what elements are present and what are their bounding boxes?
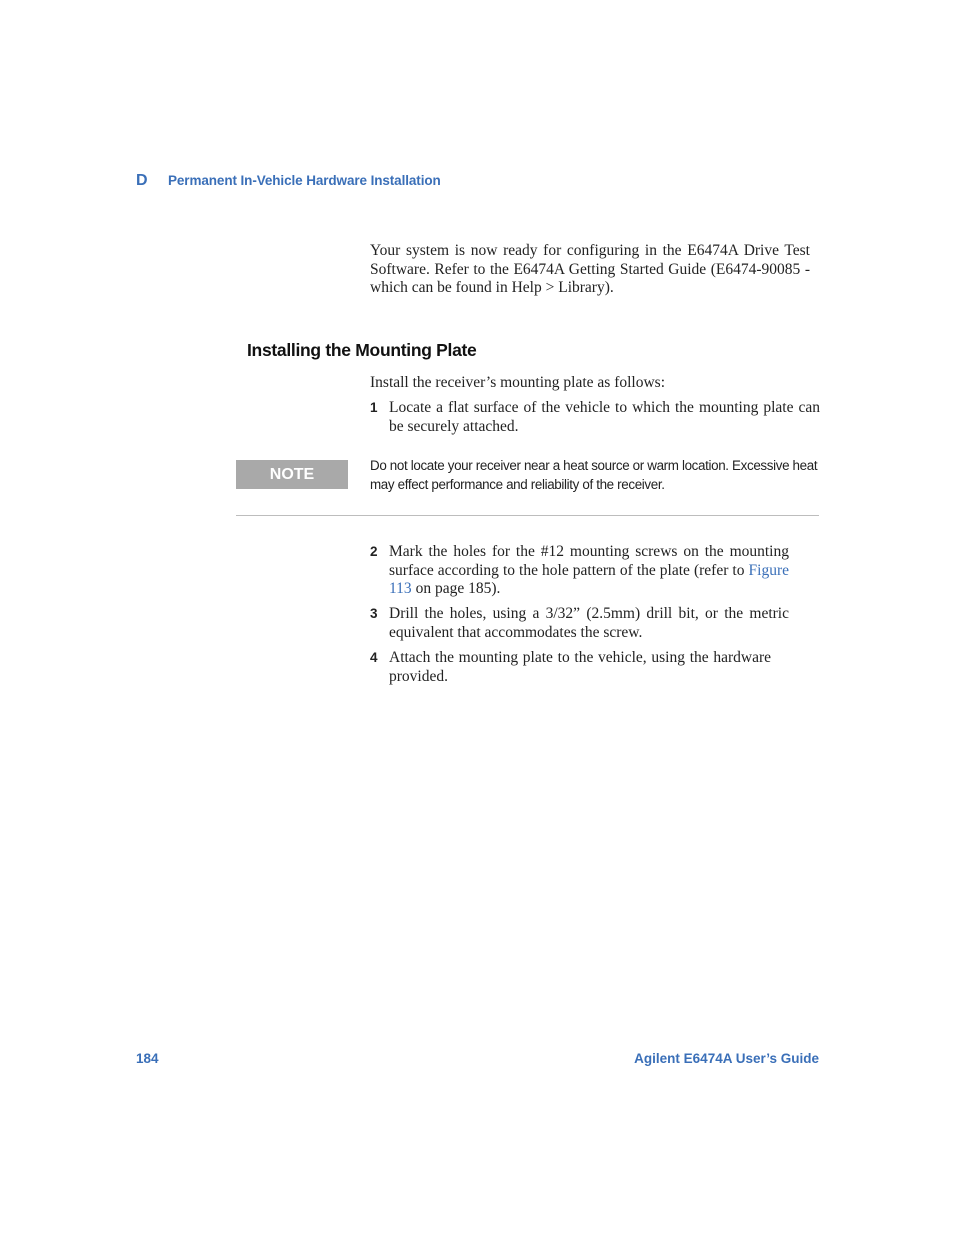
step-text-before-link: Mark the holes for the #12 mounting screws on the mounting surface according to the hole pattern of the plate (refer to (389, 543, 789, 579)
step-number: 4 (370, 650, 378, 665)
note-divider (236, 515, 819, 516)
step-3 (370, 605, 820, 642)
step-1 (370, 399, 820, 436)
step-text: Drill the holes, using a 3/32” (2.5mm) drill bit, or the metric equivalent that accommodates the screw. (389, 605, 789, 641)
figure-link[interactable]: Figure 113 (389, 561, 789, 598)
step-number: 1 (370, 400, 378, 415)
step-2 (370, 543, 820, 599)
section-lead: Install the receiver’s mounting plate as follows: (370, 374, 665, 391)
step-text (389, 543, 789, 599)
appendix-letter: D (136, 172, 148, 189)
step-text: Locate a flat surface of the vehicle to which the mounting plate can be securely attached. (389, 399, 820, 435)
note-label: NOTE (236, 460, 348, 489)
section-heading: Installing the Mounting Plate (247, 340, 477, 360)
chapter-title: Permanent In-Vehicle Hardware Installation (168, 173, 441, 188)
step-number: 2 (370, 544, 378, 559)
running-header (136, 172, 441, 190)
guide-title: Agilent E6474A User’s Guide (634, 1051, 819, 1066)
note-text: Do not locate your receiver near a heat source or warm location. Excessive heat may effect performance and reliability of the receiver. (370, 458, 818, 492)
page-number: 184 (136, 1051, 159, 1066)
step-number: 3 (370, 606, 378, 621)
step-4 (370, 649, 820, 686)
step-text: Attach the mounting plate to the vehicle, using the hardware provided. (389, 649, 771, 685)
step-text-after-link: on page 185). (411, 580, 501, 598)
intro-paragraph: Your system is now ready for configuring in the E6474A Drive Test Software. Refer to the E6474A Getting Started Guide (E6474-90085 - which can be found in Help > Library). (370, 242, 810, 297)
